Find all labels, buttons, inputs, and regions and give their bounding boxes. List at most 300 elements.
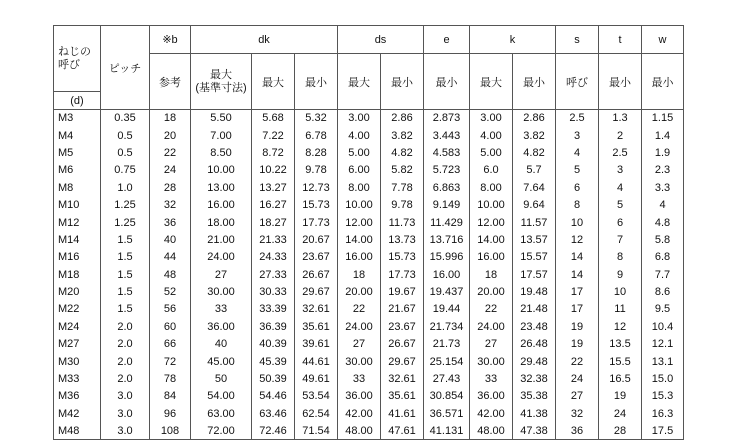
screw-size-header: ねじの 呼び: [54, 26, 101, 92]
table-cell: 32.38: [513, 370, 556, 387]
table-cell: 12.00: [470, 214, 513, 231]
table-cell: 36.571: [424, 405, 470, 422]
e-header: e: [424, 26, 470, 54]
table-cell: 8.72: [252, 144, 295, 161]
table-cell: 4: [556, 144, 599, 161]
table-cell: 4.8: [642, 214, 684, 231]
table-cell: 45.00: [191, 353, 252, 370]
table-cell: 22: [338, 301, 381, 318]
table-cell: 84: [150, 388, 191, 405]
table-cell: 9.78: [381, 196, 424, 213]
table-cell: 19: [599, 388, 642, 405]
table-cell: M16: [54, 249, 101, 266]
table-cell: 36.00: [191, 318, 252, 335]
table-cell: 18: [470, 266, 513, 283]
table-cell: 18: [338, 266, 381, 283]
table-cell: 1.5: [101, 249, 150, 266]
table-cell: 30.854: [424, 388, 470, 405]
table-row: [54, 196, 684, 213]
table-row: [54, 388, 684, 405]
table-cell: 72.46: [252, 423, 295, 440]
table-row: [54, 110, 684, 127]
table-cell: 44: [150, 249, 191, 266]
table-cell: 5.50: [191, 110, 252, 127]
table-cell: 1.25: [101, 214, 150, 231]
table-cell: 1.5: [101, 231, 150, 248]
k-max-header: 最大: [470, 54, 513, 110]
table-cell: 7.22: [252, 127, 295, 144]
table-cell: 12.73: [295, 179, 338, 196]
table-cell: 41.61: [381, 405, 424, 422]
table-row: [54, 127, 684, 144]
table-cell: 6: [556, 179, 599, 196]
table-cell: 28: [599, 423, 642, 440]
table-cell: 42.00: [470, 405, 513, 422]
table-cell: M42: [54, 405, 101, 422]
table-cell: 41.131: [424, 423, 470, 440]
k-header: k: [470, 26, 556, 54]
table-cell: 36.00: [470, 388, 513, 405]
table-row: [54, 336, 684, 353]
table-cell: 50: [191, 370, 252, 387]
table-cell: 15.0: [642, 370, 684, 387]
table-cell: 32.61: [295, 301, 338, 318]
table-cell: 1.5: [101, 283, 150, 300]
table-cell: 7.00: [191, 127, 252, 144]
table-cell: 4.82: [513, 144, 556, 161]
table-cell: 30.00: [338, 353, 381, 370]
table-cell: 21.48: [513, 301, 556, 318]
table-cell: 4.583: [424, 144, 470, 161]
table-cell: 2.86: [381, 110, 424, 127]
table-cell: 27: [338, 336, 381, 353]
table-cell: 26.48: [513, 336, 556, 353]
table-cell: 35.61: [381, 388, 424, 405]
table-cell: 10: [556, 214, 599, 231]
table-cell: 63.46: [252, 405, 295, 422]
table-cell: M4: [54, 127, 101, 144]
table-cell: 1.5: [101, 301, 150, 318]
table-cell: 3.0: [101, 405, 150, 422]
table-cell: 1.4: [642, 127, 684, 144]
table-cell: 5.68: [252, 110, 295, 127]
table-row: [54, 231, 684, 248]
table-cell: 13.00: [191, 179, 252, 196]
table-cell: 30.33: [252, 283, 295, 300]
table-cell: 9.64: [513, 196, 556, 213]
w-min-header: 最小: [642, 54, 684, 110]
table-row: [54, 214, 684, 231]
table-cell: 32: [150, 196, 191, 213]
table-cell: 1.3: [599, 110, 642, 127]
table-cell: M10: [54, 196, 101, 213]
table-cell: M6: [54, 162, 101, 179]
table-cell: M14: [54, 231, 101, 248]
table-row: [54, 318, 684, 335]
table-cell: 4.00: [470, 127, 513, 144]
table-cell: 26.67: [295, 266, 338, 283]
table-cell: 5.82: [381, 162, 424, 179]
table-cell: 21.73: [424, 336, 470, 353]
table-cell: M48: [54, 423, 101, 440]
table-cell: 8.6: [642, 283, 684, 300]
table-cell: 20.00: [338, 283, 381, 300]
table-cell: 20.67: [295, 231, 338, 248]
table-cell: 71.54: [295, 423, 338, 440]
table-cell: 2.5: [599, 144, 642, 161]
table-cell: 29.67: [381, 353, 424, 370]
table-cell: 21.00: [191, 231, 252, 248]
table-cell: 39.61: [295, 336, 338, 353]
table-cell: 27: [556, 388, 599, 405]
table-row: [54, 353, 684, 370]
table-row: [54, 144, 684, 161]
table-cell: M20: [54, 283, 101, 300]
s-nominal-header: 呼び: [556, 54, 599, 110]
table-cell: 13.73: [381, 231, 424, 248]
dk-max-header: 最大: [252, 54, 295, 110]
table-cell: 2: [599, 127, 642, 144]
table-row: [54, 266, 684, 283]
table-cell: M22: [54, 301, 101, 318]
table-cell: M18: [54, 266, 101, 283]
table-cell: 17: [556, 283, 599, 300]
table-cell: 29.67: [295, 283, 338, 300]
table-cell: 9: [599, 266, 642, 283]
table-cell: 17.73: [381, 266, 424, 283]
table-cell: 33: [191, 301, 252, 318]
table-cell: M24: [54, 318, 101, 335]
table-cell: 11.429: [424, 214, 470, 231]
table-cell: 18.00: [191, 214, 252, 231]
table-cell: 24.00: [470, 318, 513, 335]
table-cell: 49.61: [295, 370, 338, 387]
spec-table: [53, 25, 684, 440]
table-cell: 11.57: [513, 214, 556, 231]
table-cell: 60: [150, 318, 191, 335]
table-cell: 17.73: [295, 214, 338, 231]
table-cell: 2.3: [642, 162, 684, 179]
table-cell: 33: [338, 370, 381, 387]
table-cell: 45.39: [252, 353, 295, 370]
table-cell: 47.61: [381, 423, 424, 440]
table-cell: 5.723: [424, 162, 470, 179]
table-cell: 4.00: [338, 127, 381, 144]
table-cell: 6.00: [338, 162, 381, 179]
table-cell: 47.38: [513, 423, 556, 440]
table-cell: 8: [556, 196, 599, 213]
table-cell: 7.64: [513, 179, 556, 196]
table-cell: 33: [470, 370, 513, 387]
table-cell: 13.5: [599, 336, 642, 353]
ds-min-header: 最小: [381, 54, 424, 110]
table-cell: 17.5: [642, 423, 684, 440]
table-cell: 24.33: [252, 249, 295, 266]
table-cell: 1.25: [101, 196, 150, 213]
table-cell: 16.3: [642, 405, 684, 422]
table-cell: 21.67: [381, 301, 424, 318]
table-cell: 10.00: [470, 196, 513, 213]
table-cell: 16.00: [470, 249, 513, 266]
s-header: s: [556, 26, 599, 54]
table-cell: 35.38: [513, 388, 556, 405]
table-cell: 23.67: [381, 318, 424, 335]
table-cell: 8.00: [470, 179, 513, 196]
table-cell: 13.716: [424, 231, 470, 248]
table-row: [54, 405, 684, 422]
table-cell: 5: [599, 196, 642, 213]
ds-max-header: 最大: [338, 54, 381, 110]
table-cell: 23.48: [513, 318, 556, 335]
table-cell: 16.5: [599, 370, 642, 387]
table-cell: 22: [556, 353, 599, 370]
table-cell: 3: [556, 127, 599, 144]
table-cell: 12: [599, 318, 642, 335]
table-cell: 24: [556, 370, 599, 387]
k-min-header: 最小: [513, 54, 556, 110]
table-cell: 53.54: [295, 388, 338, 405]
table-cell: 6.78: [295, 127, 338, 144]
table-cell: 3.00: [470, 110, 513, 127]
table-cell: 3.00: [338, 110, 381, 127]
table-cell: 14: [556, 249, 599, 266]
table-cell: M5: [54, 144, 101, 161]
table-cell: 96: [150, 405, 191, 422]
table-row: [54, 249, 684, 266]
table-cell: 66: [150, 336, 191, 353]
table-cell: 8.50: [191, 144, 252, 161]
table-cell: 3.443: [424, 127, 470, 144]
table-cell: 2.0: [101, 318, 150, 335]
table-cell: 4: [599, 179, 642, 196]
table-cell: 14: [556, 266, 599, 283]
table-cell: 17.57: [513, 266, 556, 283]
table-cell: 16.00: [191, 196, 252, 213]
dk-header: dk: [191, 26, 338, 54]
table-cell: 23.67: [295, 249, 338, 266]
table-cell: 16.27: [252, 196, 295, 213]
table-cell: 9.149: [424, 196, 470, 213]
table-cell: 25.154: [424, 353, 470, 370]
table-cell: 10: [599, 283, 642, 300]
table-cell: 1.0: [101, 179, 150, 196]
table-cell: 24: [599, 405, 642, 422]
table-row: [54, 179, 684, 196]
table-cell: 21.33: [252, 231, 295, 248]
table-cell: 27.33: [252, 266, 295, 283]
table-cell: 12.00: [338, 214, 381, 231]
spec-body: [54, 110, 684, 440]
table-cell: 3: [599, 162, 642, 179]
table-cell: 3.82: [381, 127, 424, 144]
table-cell: M8: [54, 179, 101, 196]
table-cell: 19.437: [424, 283, 470, 300]
table-cell: 13.1: [642, 353, 684, 370]
table-cell: 6.0: [470, 162, 513, 179]
table-cell: 24: [150, 162, 191, 179]
table-cell: M30: [54, 353, 101, 370]
table-cell: 12: [556, 231, 599, 248]
table-cell: 26.67: [381, 336, 424, 353]
table-cell: 10.22: [252, 162, 295, 179]
table-cell: 72: [150, 353, 191, 370]
table-cell: 0.35: [101, 110, 150, 127]
table-cell: M36: [54, 388, 101, 405]
table-cell: 32.61: [381, 370, 424, 387]
table-cell: 24.00: [191, 249, 252, 266]
table-cell: 36: [150, 214, 191, 231]
table-cell: 0.75: [101, 162, 150, 179]
table-cell: 6: [599, 214, 642, 231]
table-cell: 78: [150, 370, 191, 387]
table-cell: 7.78: [381, 179, 424, 196]
table-cell: 24.00: [338, 318, 381, 335]
table-cell: 40: [150, 231, 191, 248]
table-cell: 108: [150, 423, 191, 440]
table-row: [54, 283, 684, 300]
table-cell: 5.8: [642, 231, 684, 248]
table-cell: 5.7: [513, 162, 556, 179]
table-cell: 27.43: [424, 370, 470, 387]
b-sub-header: 参考: [150, 54, 191, 110]
table-cell: 15.73: [381, 249, 424, 266]
table-cell: 19: [556, 336, 599, 353]
table-cell: M12: [54, 214, 101, 231]
table-cell: 27: [470, 336, 513, 353]
table-row: [54, 423, 684, 440]
table-cell: 30.00: [470, 353, 513, 370]
table-cell: 48.00: [338, 423, 381, 440]
table-cell: 4: [642, 196, 684, 213]
table-cell: M3: [54, 110, 101, 127]
table-cell: 2.0: [101, 370, 150, 387]
table-cell: 10.00: [191, 162, 252, 179]
table-cell: 54.46: [252, 388, 295, 405]
table-cell: 16.00: [338, 249, 381, 266]
table-cell: 15.57: [513, 249, 556, 266]
table-cell: 21.734: [424, 318, 470, 335]
table-cell: 54.00: [191, 388, 252, 405]
table-cell: 3.82: [513, 127, 556, 144]
table-cell: 22: [470, 301, 513, 318]
b-header: ※b: [150, 26, 191, 54]
table-row: [54, 370, 684, 387]
table-cell: 8: [599, 249, 642, 266]
table-cell: 15.73: [295, 196, 338, 213]
table-cell: 41.38: [513, 405, 556, 422]
table-cell: 2.86: [513, 110, 556, 127]
table-cell: 50.39: [252, 370, 295, 387]
ds-header: ds: [338, 26, 424, 54]
dk-min-header: 最小: [295, 54, 338, 110]
dk-max-ref-header: 最大 (基準寸法): [191, 54, 252, 110]
table-cell: 63.00: [191, 405, 252, 422]
table-cell: 20.00: [470, 283, 513, 300]
table-cell: 2.5: [556, 110, 599, 127]
table-cell: 10.4: [642, 318, 684, 335]
table-cell: 29.48: [513, 353, 556, 370]
table-cell: 48.00: [470, 423, 513, 440]
table-cell: 19.67: [381, 283, 424, 300]
table-cell: 8.28: [295, 144, 338, 161]
table-cell: 6.8: [642, 249, 684, 266]
table-cell: 48: [150, 266, 191, 283]
table-cell: 40.39: [252, 336, 295, 353]
e-min-header: 最小: [424, 54, 470, 110]
table-cell: 11.73: [381, 214, 424, 231]
table-cell: 28: [150, 179, 191, 196]
table-cell: 72.00: [191, 423, 252, 440]
table-row: [54, 301, 684, 318]
pitch-header: ピッチ: [101, 26, 150, 110]
table-cell: 5.00: [470, 144, 513, 161]
table-cell: 2.0: [101, 353, 150, 370]
table-cell: 36.00: [338, 388, 381, 405]
table-cell: 15.5: [599, 353, 642, 370]
table-cell: 5: [556, 162, 599, 179]
table-cell: 11: [599, 301, 642, 318]
table-cell: 52: [150, 283, 191, 300]
header-row-1: [54, 26, 684, 54]
table-cell: 56: [150, 301, 191, 318]
table-cell: 3.0: [101, 423, 150, 440]
table-row: [54, 162, 684, 179]
table-cell: 62.54: [295, 405, 338, 422]
table-cell: 40: [191, 336, 252, 353]
table-cell: 30.00: [191, 283, 252, 300]
screw-unit-header: (d): [54, 92, 101, 110]
table-cell: 1.15: [642, 110, 684, 127]
table-cell: 27: [191, 266, 252, 283]
table-cell: 2.0: [101, 336, 150, 353]
table-cell: 0.5: [101, 127, 150, 144]
table-cell: 15.996: [424, 249, 470, 266]
t-min-header: 最小: [599, 54, 642, 110]
table-cell: 20: [150, 127, 191, 144]
w-header: w: [642, 26, 684, 54]
table-cell: 36.39: [252, 318, 295, 335]
table-cell: 9.78: [295, 162, 338, 179]
table-cell: 13.27: [252, 179, 295, 196]
table-cell: 19: [556, 318, 599, 335]
table-cell: 7: [599, 231, 642, 248]
table-cell: 32: [556, 405, 599, 422]
table-cell: 3.0: [101, 388, 150, 405]
table-cell: 5.32: [295, 110, 338, 127]
table-cell: 19.44: [424, 301, 470, 318]
table-cell: 18.27: [252, 214, 295, 231]
table-cell: 3.3: [642, 179, 684, 196]
table-cell: 1.5: [101, 266, 150, 283]
table-cell: 0.5: [101, 144, 150, 161]
table-cell: 8.00: [338, 179, 381, 196]
table-cell: 9.5: [642, 301, 684, 318]
table-cell: 13.57: [513, 231, 556, 248]
table-cell: 35.61: [295, 318, 338, 335]
table-cell: 4.82: [381, 144, 424, 161]
table-cell: 5.00: [338, 144, 381, 161]
table-cell: 19.48: [513, 283, 556, 300]
table-cell: 33.39: [252, 301, 295, 318]
table-cell: 17: [556, 301, 599, 318]
table-cell: 42.00: [338, 405, 381, 422]
table-cell: 2.873: [424, 110, 470, 127]
table-cell: 18: [150, 110, 191, 127]
table-cell: 22: [150, 144, 191, 161]
table-cell: M33: [54, 370, 101, 387]
table-cell: 7.7: [642, 266, 684, 283]
table-cell: 12.1: [642, 336, 684, 353]
